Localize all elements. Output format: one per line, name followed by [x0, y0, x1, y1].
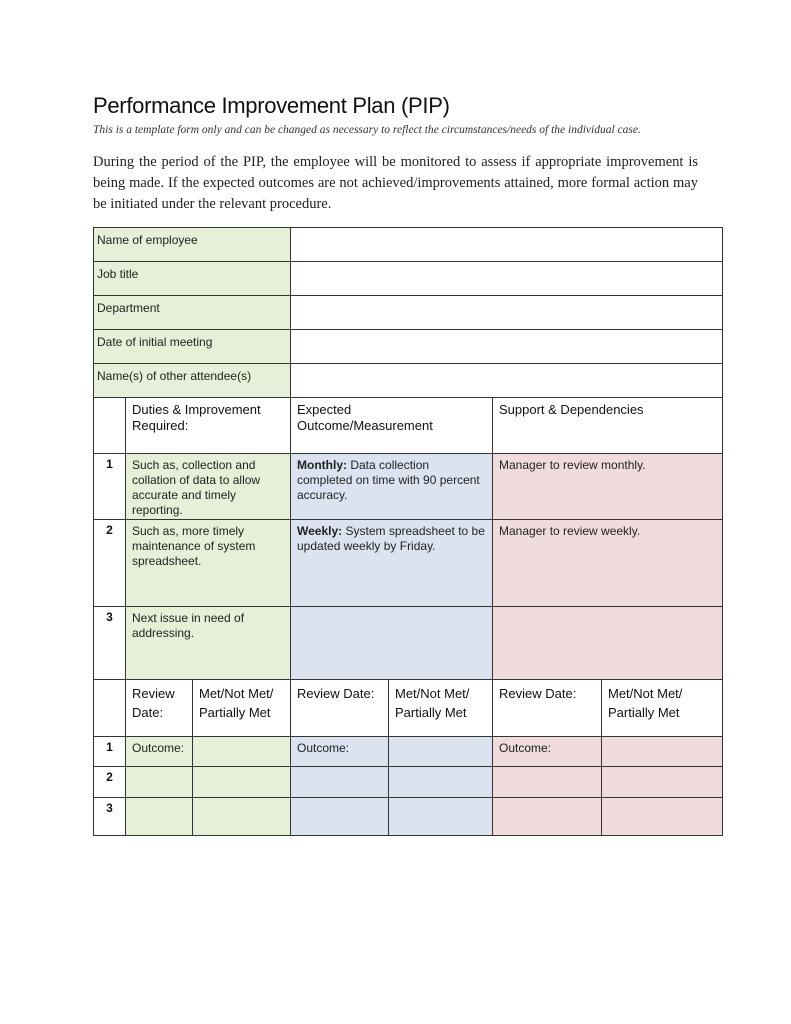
outcome-cell[interactable] [126, 767, 193, 798]
met-status-cell[interactable] [602, 767, 723, 798]
outcome-cell[interactable]: Outcome: [493, 737, 602, 767]
plan-row [94, 520, 723, 607]
info-row [94, 228, 723, 262]
attendees-field[interactable] [291, 364, 723, 398]
employee-name-field[interactable] [291, 228, 723, 262]
row-number: 3 [94, 607, 126, 680]
info-label: Date of initial meeting [94, 330, 291, 364]
page-title: Performance Improvement Plan (PIP) [93, 93, 450, 118]
support-cell[interactable]: Manager to review monthly. [493, 454, 723, 520]
template-note: This is a template form only and can be changed as necessary to reflect the circumstances/needs of the individual case. [93, 124, 641, 136]
met-status-header: Met/Not Met/ Partially Met [389, 680, 493, 737]
met-status-header: Met/Not Met/ Partially Met [602, 680, 723, 737]
row-number: 3 [94, 798, 126, 836]
duties-cell[interactable]: Next issue in need of addressing. [126, 607, 291, 680]
met-status-cell[interactable] [193, 767, 291, 798]
met-status-cell[interactable] [193, 737, 291, 767]
plan-header-row [94, 398, 723, 454]
review-row [94, 798, 723, 836]
met-status-cell[interactable] [602, 798, 723, 836]
review-header-row [94, 680, 723, 737]
expected-outcome-header: Expected Outcome/Measurement [291, 398, 493, 454]
support-header: Support & Dependencies [493, 398, 723, 454]
intro-paragraph: During the period of the PIP, the employee will be monitored to assess if appropriate improvement is being made. If the expected outcomes are not achieved/improvements attained, more formal action may be initiated under the relevant procedure. [93, 154, 698, 212]
expected-cell[interactable] [291, 454, 493, 520]
duties-cell[interactable]: Such as, collection and collation of data to allow accurate and timely reporting. [126, 454, 291, 520]
duties-cell[interactable]: Such as, more timely maintenance of system spreadsheet. [126, 520, 291, 607]
expected-text: Data collection completed on time with 90 percent accuracy. [297, 458, 480, 502]
met-status-cell[interactable] [389, 798, 493, 836]
info-label: Name(s) of other attendee(s) [94, 364, 291, 398]
met-status-cell[interactable] [389, 767, 493, 798]
info-row [94, 330, 723, 364]
pip-form-table [93, 227, 723, 836]
outcome-cell[interactable]: Outcome: [291, 737, 389, 767]
expected-prefix: Monthly: [297, 458, 347, 472]
row-number: 1 [94, 737, 126, 767]
review-row [94, 737, 723, 767]
info-label: Name of employee [94, 228, 291, 262]
plan-header-num [94, 398, 126, 454]
info-row [94, 262, 723, 296]
outcome-cell[interactable] [493, 767, 602, 798]
row-number: 1 [94, 454, 126, 520]
review-row [94, 767, 723, 798]
info-row [94, 364, 723, 398]
review-date-header: Review Date: [291, 680, 389, 737]
job-title-field[interactable] [291, 262, 723, 296]
expected-text: System spreadsheet to be updated weekly by Friday. [297, 524, 485, 553]
met-status-cell[interactable] [389, 737, 493, 767]
expected-prefix: Weekly: [297, 524, 343, 538]
duties-header: Duties & Improvement Required: [126, 398, 291, 454]
support-cell[interactable]: Manager to review weekly. [493, 520, 723, 607]
row-number: 2 [94, 767, 126, 798]
met-status-cell[interactable] [602, 737, 723, 767]
review-header-num [94, 680, 126, 737]
info-label: Department [94, 296, 291, 330]
plan-row [94, 454, 723, 520]
department-field[interactable] [291, 296, 723, 330]
expected-cell[interactable] [291, 607, 493, 680]
met-status-cell[interactable] [193, 798, 291, 836]
outcome-cell[interactable] [291, 767, 389, 798]
initial-meeting-date-field[interactable] [291, 330, 723, 364]
outcome-cell[interactable]: Outcome: [126, 737, 193, 767]
info-row [94, 296, 723, 330]
outcome-cell[interactable] [291, 798, 389, 836]
row-number: 2 [94, 520, 126, 607]
met-status-header: Met/Not Met/ Partially Met [193, 680, 291, 737]
outcome-cell[interactable] [493, 798, 602, 836]
expected-cell[interactable] [291, 520, 493, 607]
review-date-header: Review Date: [126, 680, 193, 737]
support-cell[interactable] [493, 607, 723, 680]
review-date-header: Review Date: [493, 680, 602, 737]
info-label: Job title [94, 262, 291, 296]
plan-row [94, 607, 723, 680]
outcome-cell[interactable] [126, 798, 193, 836]
